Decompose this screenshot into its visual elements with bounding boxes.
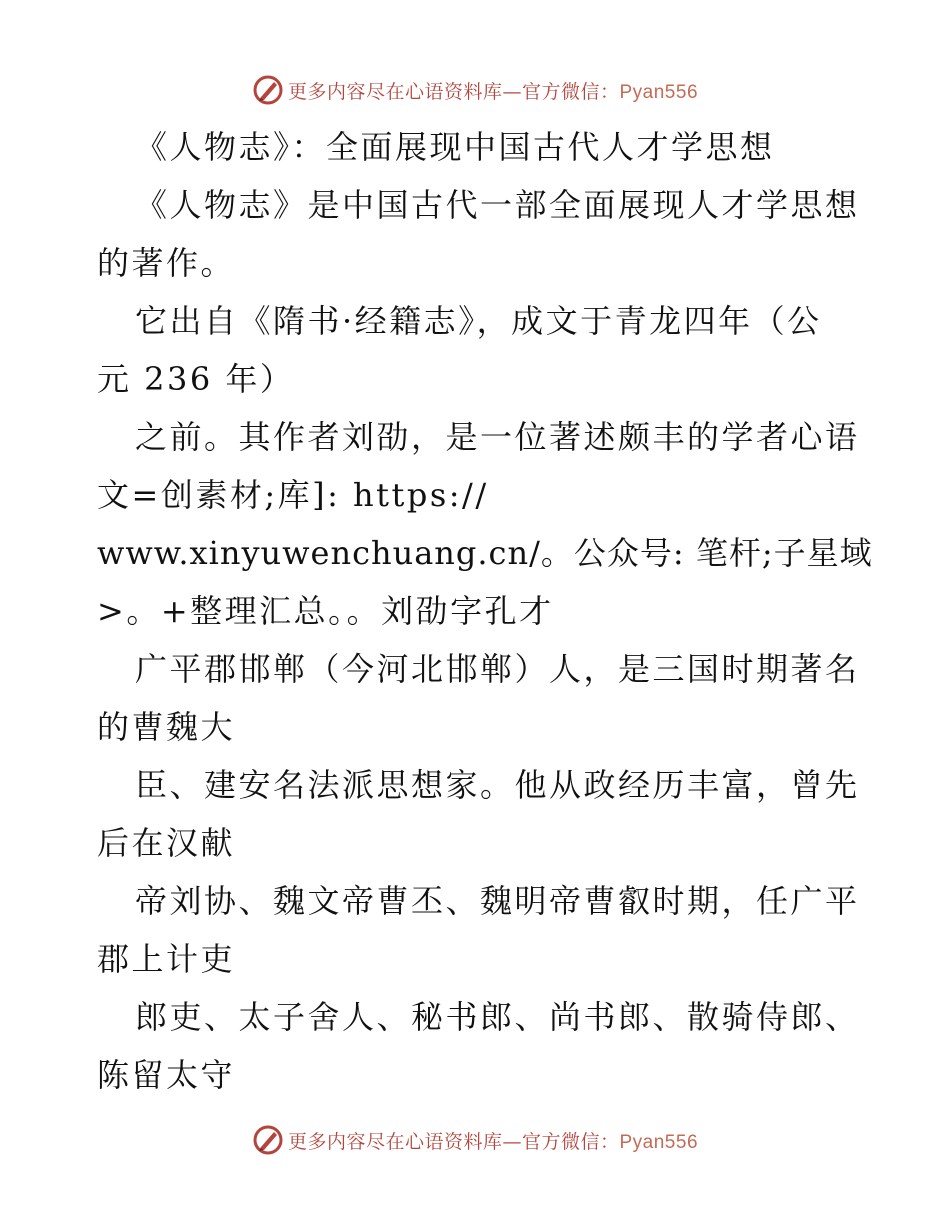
paragraph-line: 元 236 年） [97, 360, 295, 398]
paragraph-line: 臣、建安名法派思想家。他从政经历丰富，曾先 [135, 766, 860, 804]
wechat-id: Pyan556 [619, 81, 699, 103]
paragraph-line: 的著作。 [97, 244, 236, 282]
footer-banner [0, 1120, 950, 1160]
paragraph-line: 之前。其作者刘劭，是一位著述颇丰的学者心语 [135, 418, 860, 456]
pen-logo-icon [252, 74, 284, 106]
paragraph-line: >。+整理汇总。。刘劭字孔才 [97, 592, 554, 630]
paragraph-line: 后在汉献 [97, 824, 236, 862]
paragraph-line: 文=创素材;库]: https:// [97, 476, 489, 514]
paragraph-line: 郡上计吏 [97, 940, 236, 978]
document-title: 《人物志》：全面展现中国古代人才学思想 [135, 128, 775, 166]
wechat-id: Pyan556 [619, 1131, 699, 1153]
banner-text: 更多内容尽在心语资料库—官方微信：Pyan556 [287, 1130, 699, 1153]
paragraph-line: 它出自《隋书·经籍志》，成文于青龙四年（公 [135, 302, 822, 340]
header-banner [0, 70, 950, 110]
paragraph-line: 广平郡邯郸（今河北邯郸）人，是三国时期著名 [135, 650, 860, 688]
paragraph-line: 《人物志》是中国古代一部全面展现人才学思想 [135, 186, 860, 224]
paragraph-line: www.xinyuwenchuang.cn/。公众号: 笔杆;子星域 [97, 534, 873, 572]
paragraph-line: 郎吏、太子舍人、秘书郎、尚书郎、散骑侍郎、 [135, 998, 860, 1036]
paragraph-line: 的曹魏大 [97, 708, 236, 746]
document-body [97, 118, 873, 1104]
banner-text: 更多内容尽在心语资料库—官方微信：Pyan556 [287, 80, 699, 103]
paragraph-line: 陈留太守 [97, 1056, 236, 1094]
paragraph-line: 帝刘协、魏文帝曹丕、魏明帝曹叡时期，任广平 [135, 882, 860, 920]
pen-logo-icon [252, 1124, 284, 1156]
